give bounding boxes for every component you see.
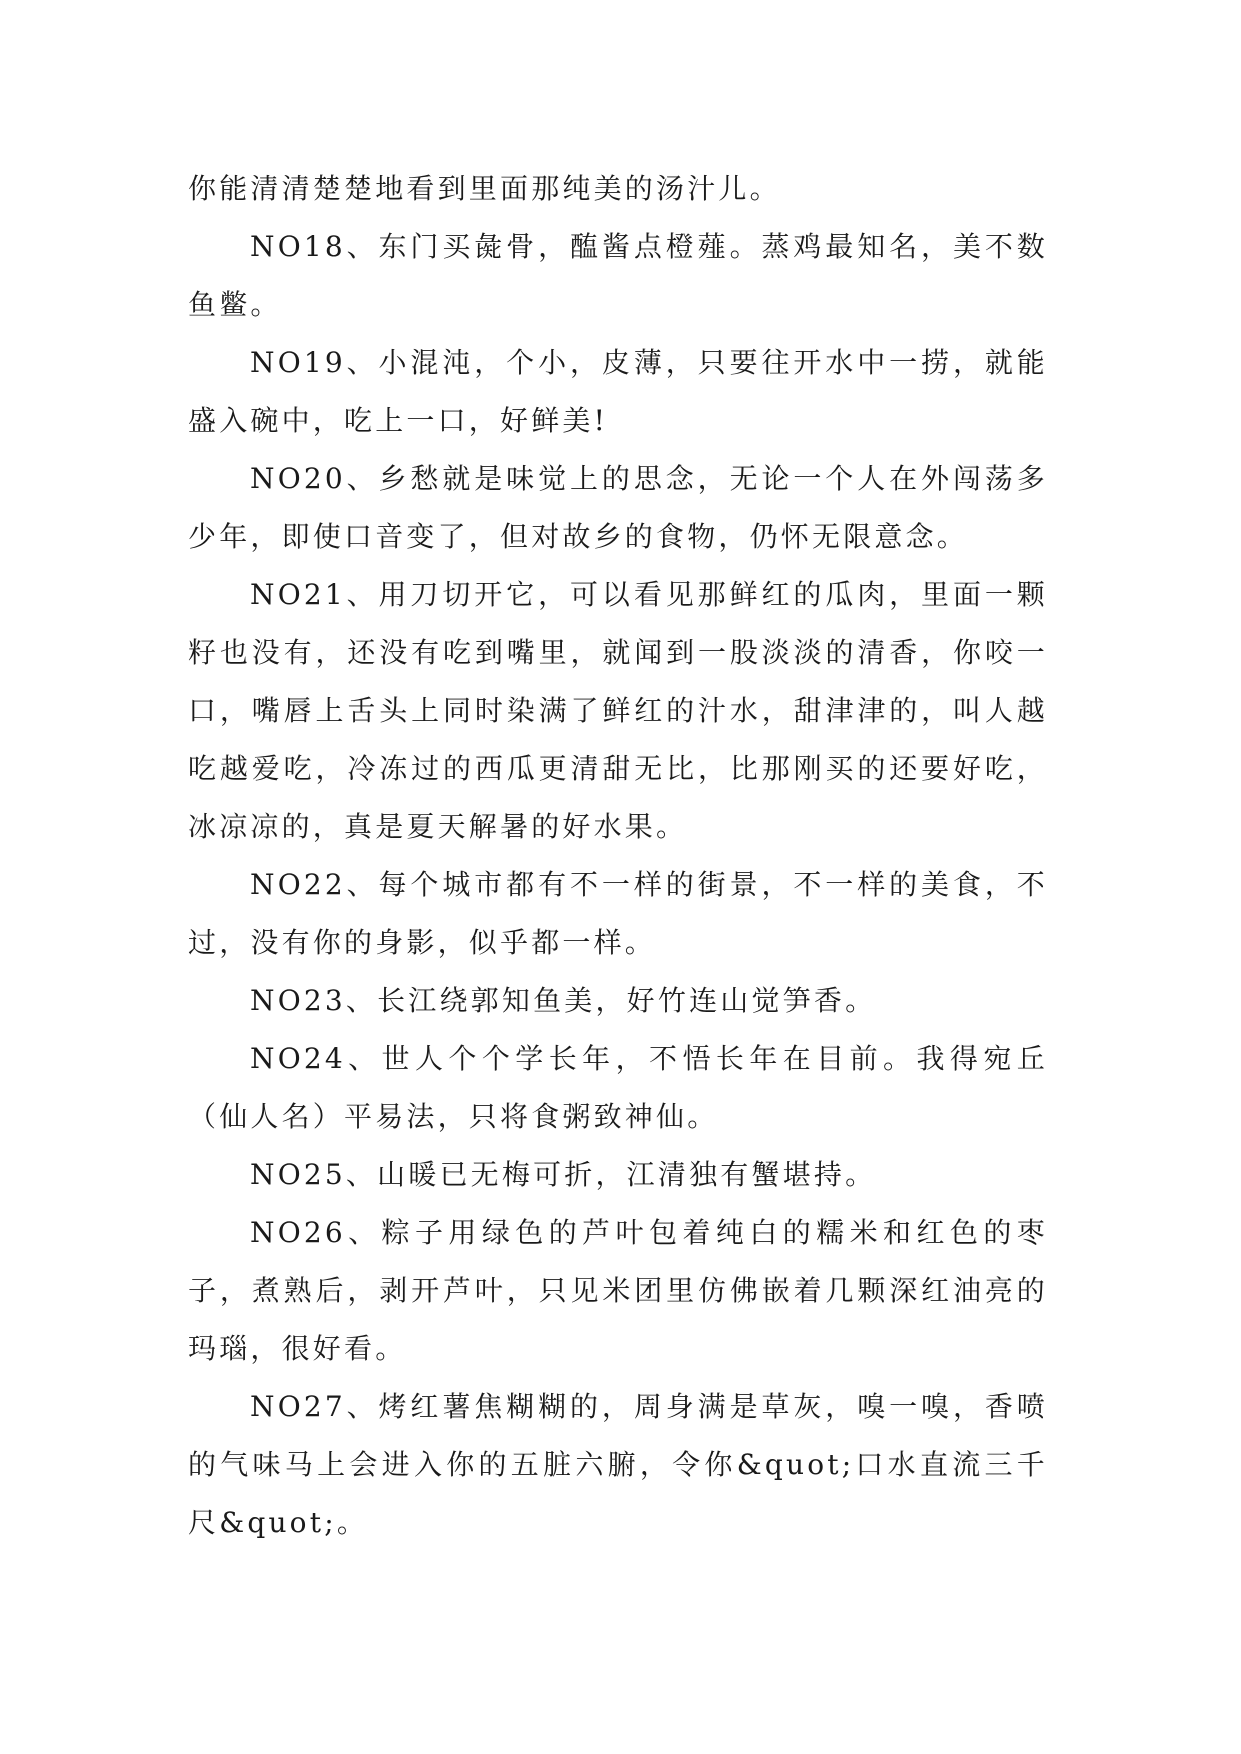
- paragraph-no24: NO24、世人个个学长年，不悟长年在目前。我得宛丘（仙人名）平易法，只将食粥致神仙。: [188, 1042, 1048, 1133]
- paragraph-no22: NO22、每个城市都有不一样的街景，不一样的美食，不过，没有你的身影，似乎都一样。: [188, 868, 1048, 959]
- paragraph-no26: NO26、粽子用绿色的芦叶包着纯白的糯米和红色的枣子，煮熟后，剥开芦叶，只见米团里仿佛嵌着几颗深红油亮的玛瑙，很好看。: [188, 1216, 1048, 1365]
- paragraph-no25: NO25、山暖已无梅可折，江清独有蟹堪持。: [250, 1158, 877, 1191]
- paragraph-no21: NO21、用刀切开它，可以看见那鲜红的瓜肉，里面一颗籽也没有，还没有吃到嘴里，就闻到一股淡淡的清香，你咬一口，嘴唇上舌头上同时染满了鲜红的汁水，甜津津的，叫人越吃越爱吃，冷冻过的西瓜更清甜无比，比那刚买的还要好吃，冰凉凉的，真是夏天解暑的好水果。: [188, 578, 1048, 843]
- paragraph-no20: NO20、乡愁就是味觉上的思念，无论一个人在外闯荡多少年，即使口音变了，但对故乡的食物，仍怀无限意念。: [188, 462, 1048, 553]
- paragraph-continuation: 你能清清楚楚地看到里面那纯美的汤汁儿。: [188, 172, 781, 205]
- paragraph-no27: NO27、烤红薯焦糊糊的，周身满是草灰，嗅一嗅，香喷的气味马上会进入你的五脏六腑，令你&quot;口水直流三千尺&quot;。: [188, 1390, 1048, 1539]
- paragraph-no18: NO18、东门买彘骨，醢酱点橙薤。蒸鸡最知名，美不数鱼鳖。: [188, 230, 1048, 321]
- paragraph-no19: NO19、小混沌，个小，皮薄，只要往开水中一捞，就能盛入碗中，吃上一口，好鲜美!: [188, 346, 1048, 437]
- paragraph-no23: NO23、长江绕郭知鱼美，好竹连山觉笋香。: [250, 984, 877, 1017]
- document-body: [188, 160, 1048, 1552]
